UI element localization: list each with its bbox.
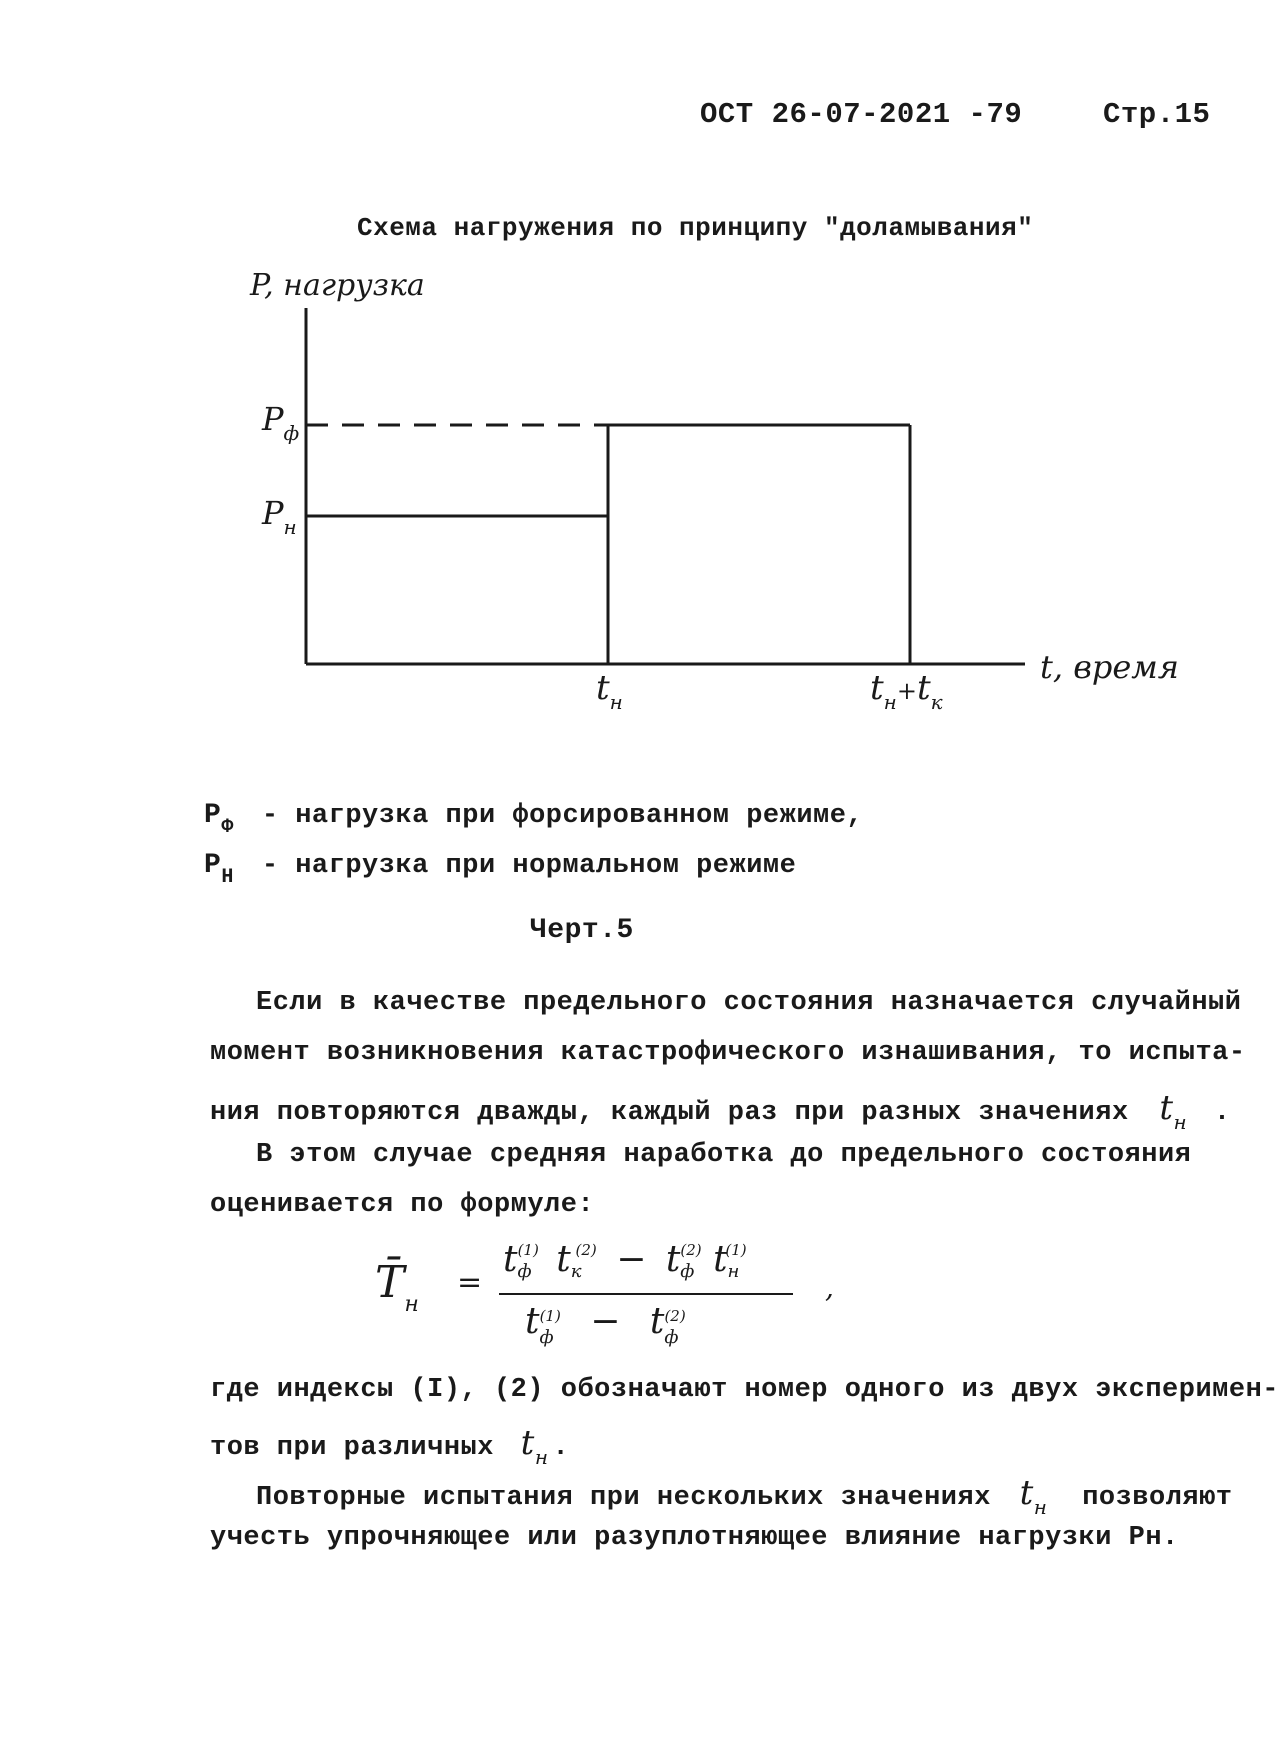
x-axis-label: t, время [1040, 648, 1179, 686]
page-number: Стр.15 [1103, 98, 1211, 131]
figure-caption: Черт.5 [530, 915, 634, 946]
tick-label-tn-plus-tk: $t_н+t_к$ [870, 668, 943, 714]
y-axis-label: P, нагрузка [250, 268, 425, 303]
load-scheme-chart [0, 0, 1282, 760]
paragraph-1-line-2: момент возникновения катастрофического изнашивания, то испыта- [210, 1038, 1246, 1068]
paragraph-3-line-1: где индексы (I), (2) обозначают номер одного из двух эксперимен- [210, 1375, 1279, 1405]
legend-pn: $P_Н$ - нагрузка при нормальном режиме [204, 850, 797, 889]
paragraph-1-line-1: Если в качестве предельного состояния назначается случайный [256, 988, 1242, 1018]
formula-comma: , [825, 1271, 834, 1304]
formula-lhs: $T̄_н$ [375, 1257, 419, 1317]
formula-fraction-bar [499, 1293, 793, 1295]
formula [375, 1235, 855, 1355]
figure-title: Схема нагружения по принципу "доламывания" [357, 213, 1034, 243]
tick-label-pn: $P_н$ [262, 494, 297, 539]
formula-equals: = [457, 1265, 483, 1300]
tick-label-tn: $t_н$ [596, 668, 623, 714]
paragraph-4-line-1: Повторные испытания при нескольких значениях $t_н$ позволяют [256, 1473, 1233, 1519]
paragraph-4-line-2: учесть упрочняющее или разуплотняющее влияние нагрузки Рн. [210, 1523, 1179, 1553]
document-code: ОСТ 26-07-2021 -79 [700, 98, 1023, 131]
paragraph-3-line-2: тов при различных $t_н$ . [210, 1423, 570, 1469]
paragraph-2-line-2: оценивается по формуле: [210, 1190, 595, 1220]
paragraph-1-line-3: ния повторяются дважды, каждый раз при разных значениях $t_н$ . [210, 1088, 1231, 1134]
paragraph-2-line-1: В этом случае средняя наработка до предельного состояния [256, 1140, 1192, 1170]
formula-numerator: $tф^{(1)}$ $tк^{(2)} - tф^{(2)}$ $tн^{(1)}$ [503, 1239, 747, 1282]
legend-pf: $P_Ф$ - нагрузка при форсированном режиме, [204, 800, 864, 839]
tick-label-pf: $P_ф$ [262, 400, 300, 445]
formula-denominator: $t_ф^{(1)} - t_ф^{(2)}$ [525, 1301, 686, 1348]
